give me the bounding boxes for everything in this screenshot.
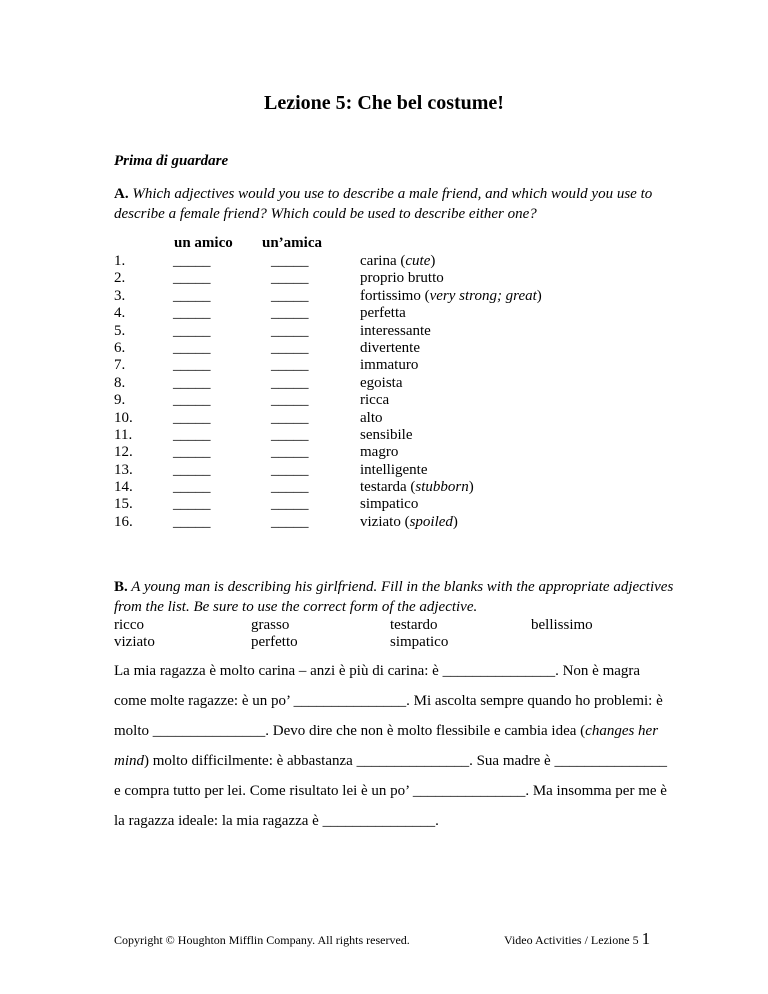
amica-blank[interactable]: _____ xyxy=(271,253,309,269)
adjective-gloss: cute xyxy=(405,253,431,269)
adjective-item xyxy=(360,357,542,374)
blanks-amico[interactable] xyxy=(173,253,211,531)
adjective-word: ricca xyxy=(360,392,390,409)
adjective-gloss: stubborn xyxy=(415,479,469,496)
adjective-word: interessante xyxy=(360,322,431,339)
item-number: 12. xyxy=(114,444,133,461)
amica-blank[interactable]: _____ xyxy=(271,392,309,409)
word-bank-item: perfetto xyxy=(251,634,298,650)
blank-4[interactable]: _______________ xyxy=(356,753,470,769)
adjective-item xyxy=(360,375,542,392)
part-a-label: A. xyxy=(114,186,129,202)
amica-blank[interactable]: _____ xyxy=(271,496,309,513)
item-number: 16. xyxy=(114,513,133,530)
blank-5[interactable]: _______________ xyxy=(554,753,667,769)
item-number: 9. xyxy=(114,392,126,409)
item-numbers xyxy=(114,253,133,531)
word-bank-item: grasso xyxy=(251,617,290,633)
amica-blank[interactable]: _____ xyxy=(271,513,309,530)
part-b-label: B. xyxy=(114,579,128,595)
adjective-word: fortissimo xyxy=(360,287,421,304)
blank-2[interactable]: _______________ xyxy=(293,693,407,709)
amica-blank[interactable]: _____ xyxy=(271,270,309,287)
adjective-item: fortissimo (very strong; great) xyxy=(360,287,542,304)
item-number: 2. xyxy=(114,270,126,287)
part-b-instruction xyxy=(114,577,674,617)
amica-blank[interactable]: _____ xyxy=(271,479,309,496)
passage-text: . Non è magra come molte ragazze: è un po’ xyxy=(114,663,641,709)
item-number: 8. xyxy=(114,374,126,391)
part-a-instruction xyxy=(114,184,674,224)
passage-text: e compra tutto per lei. Come risultato lei è un po’ xyxy=(114,783,413,799)
item-number: 14. xyxy=(114,479,133,496)
blank-6[interactable]: _______________ xyxy=(412,783,526,799)
fill-in-passage xyxy=(114,656,674,836)
amico-blank[interactable]: _____ xyxy=(173,513,211,530)
amica-blank[interactable]: _____ xyxy=(271,461,309,478)
amico-blank[interactable]: _____ xyxy=(173,496,211,513)
word-bank-item: testardo xyxy=(390,617,438,633)
passage-text: . Devo dire che non è molto flessibile e cambia idea ( xyxy=(265,723,586,739)
amico-blank[interactable]: _____ xyxy=(173,339,211,356)
item-number: 7. xyxy=(114,357,126,374)
amica-blank[interactable]: _____ xyxy=(271,374,309,391)
amico-blank[interactable]: _____ xyxy=(173,357,211,374)
adjective-item xyxy=(360,444,542,461)
adjective-item xyxy=(360,410,542,427)
adjective-item xyxy=(360,305,542,322)
passage-text: . xyxy=(435,813,439,829)
word-bank-col-3 xyxy=(390,617,448,651)
adjective-list xyxy=(360,253,542,531)
item-number: 3. xyxy=(114,287,126,304)
amico-blank[interactable]: _____ xyxy=(173,305,211,322)
item-number: 4. xyxy=(114,305,126,322)
amico-blank[interactable]: _____ xyxy=(173,426,211,443)
part-b-text: A young man is describing his girlfriend. Fill in the blanks with the appropriate adjectives from the list. Be sure to use the correct form of the adjective. xyxy=(114,579,674,615)
word-bank-col-2 xyxy=(251,617,298,651)
blanks-amica[interactable] xyxy=(271,253,309,531)
adjective-word: magro xyxy=(360,444,399,461)
adjective-item xyxy=(360,270,542,287)
amico-blank[interactable]: _____ xyxy=(173,287,211,304)
adjective-word: proprio brutto xyxy=(360,270,444,287)
part-a-text: Which adjectives would you use to describe a male friend, and which would you use to describe a female friend? Which could be used to describe either one? xyxy=(114,186,653,222)
adjective-gloss: spoiled xyxy=(409,513,453,530)
adjective-item xyxy=(360,392,542,409)
adjective-word: sensibile xyxy=(360,426,413,443)
word-bank-item: viziato xyxy=(114,634,155,650)
word-bank-item: ricco xyxy=(114,617,144,633)
amica-blank[interactable]: _____ xyxy=(271,339,309,356)
column-header-amico: un amico xyxy=(174,235,233,251)
adjective-item xyxy=(360,496,542,513)
blank-3[interactable]: _______________ xyxy=(152,723,266,739)
item-number: 13. xyxy=(114,461,133,478)
amico-blank[interactable]: _____ xyxy=(173,374,211,391)
adjective-item xyxy=(360,323,542,340)
page-footer xyxy=(504,929,650,949)
amica-blank[interactable]: _____ xyxy=(271,409,309,426)
adjective-item: carina (cute) xyxy=(360,253,436,269)
passage-text: . Ma insomma per me è la ragazza ideale: la mia ragazza è xyxy=(114,783,667,829)
adjective-item: testarda (stubborn) xyxy=(360,479,474,496)
passage-text: . Mi ascolta sempre quando ho problemi: è molto xyxy=(114,693,663,739)
adjective-word: viziato xyxy=(360,513,401,530)
amico-blank[interactable]: _____ xyxy=(173,322,211,339)
amica-blank[interactable]: _____ xyxy=(271,287,309,304)
amica-blank[interactable]: _____ xyxy=(271,426,309,443)
amico-blank[interactable]: _____ xyxy=(173,392,211,409)
item-number: 11. xyxy=(114,426,133,443)
adjective-word: egoista xyxy=(360,374,403,391)
amico-blank[interactable]: _____ xyxy=(173,409,211,426)
adjective-word: immaturo xyxy=(360,357,419,374)
item-number: 6. xyxy=(114,339,126,356)
passage-gloss: changes her mind xyxy=(114,723,659,769)
adjective-gloss: very strong; great xyxy=(429,287,537,304)
word-bank-item: bellissimo xyxy=(531,617,593,633)
passage-text: ) molto difficilmente: è abbastanza xyxy=(144,753,357,769)
adjective-word: simpatico xyxy=(360,496,419,513)
adjective-word: divertente xyxy=(360,339,420,356)
column-header-amica: un’amica xyxy=(262,235,322,251)
adjective-item xyxy=(360,427,542,444)
copyright-footer: Copyright © Houghton Mifflin Company. All rights reserved. xyxy=(114,933,410,947)
passage-text: . Sua madre è xyxy=(469,753,555,769)
adjective-word: perfetta xyxy=(360,305,406,322)
page-number: 1 xyxy=(641,929,651,948)
adjective-item xyxy=(360,340,542,357)
item-number: 10. xyxy=(114,409,133,426)
passage-text: La mia ragazza è molto carina – anzi è più di carina: è xyxy=(114,663,443,679)
page-title: Lezione 5: Che bel costume! xyxy=(264,92,504,114)
adjective-item xyxy=(360,462,542,479)
amica-blank[interactable]: _____ xyxy=(271,444,309,461)
adjective-word: intelligente xyxy=(360,461,428,478)
item-number: 15. xyxy=(114,496,133,513)
word-bank-col-4 xyxy=(531,617,593,634)
amico-blank[interactable]: _____ xyxy=(173,253,211,269)
amica-blank[interactable]: _____ xyxy=(271,305,309,322)
amico-blank[interactable]: _____ xyxy=(173,270,211,287)
amico-blank[interactable]: _____ xyxy=(173,444,211,461)
section-heading: Prima di guardare xyxy=(114,153,229,169)
item-number: 5. xyxy=(114,322,126,339)
amica-blank[interactable]: _____ xyxy=(271,357,309,374)
adjective-word: carina xyxy=(360,253,397,269)
footer-label: Video Activities / Lezione 5 xyxy=(504,933,639,947)
adjective-word: testarda xyxy=(360,479,407,496)
adjective-word: alto xyxy=(360,409,383,426)
amica-blank[interactable]: _____ xyxy=(271,322,309,339)
amico-blank[interactable]: _____ xyxy=(173,479,211,496)
item-number: 1. xyxy=(114,253,126,269)
amico-blank[interactable]: _____ xyxy=(173,461,211,478)
adjective-item: viziato (spoiled) xyxy=(360,513,458,530)
blank-1[interactable]: _______________ xyxy=(442,663,556,679)
word-bank-col-1 xyxy=(114,617,155,651)
blank-7[interactable]: _______________ xyxy=(322,813,436,829)
word-bank-item: simpatico xyxy=(390,634,449,650)
